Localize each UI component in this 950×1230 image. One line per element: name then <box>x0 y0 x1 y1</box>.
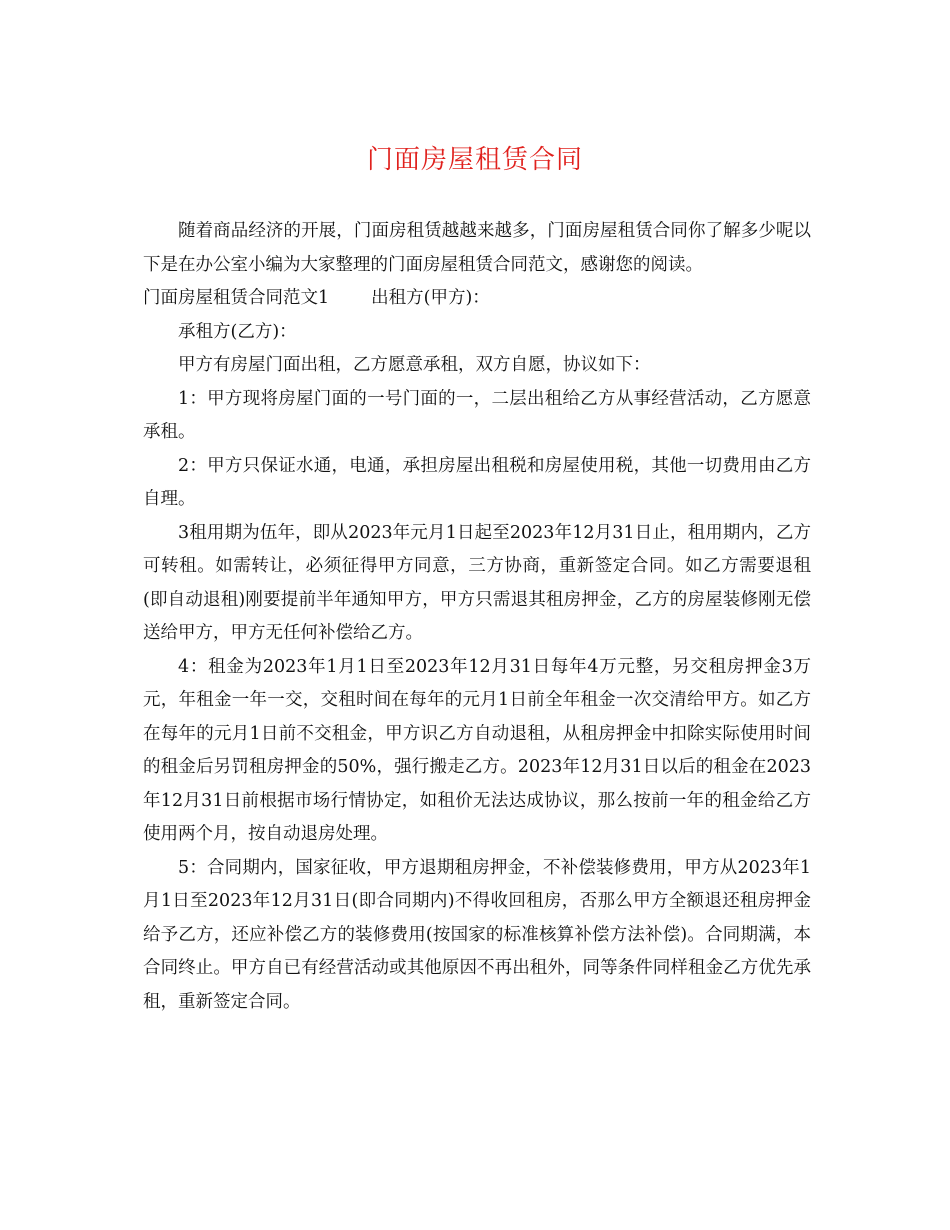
lessor-label: 出租方(甲方)： <box>371 288 490 308</box>
document-title: 门面房屋租赁合同 <box>366 145 583 175</box>
sample-heading-line <box>143 282 811 316</box>
intro-paragraph: 随着商品经济的开展，门面房租赁越越来越多，门面房屋租赁合同你了解多少呢以下是在办公室小编为大家整理的门面房屋租赁合同范文，感谢您的阅读。 <box>143 221 811 275</box>
document-body <box>143 215 811 1019</box>
clause-1: 1：甲方现将房屋门面的一号门面的一，二层出租给乙方从事经营活动，乙方愿意承租。 <box>143 388 811 442</box>
agreement-intro: 甲方有房屋门面出租，乙方愿意承租，双方自愿，协议如下： <box>178 355 651 375</box>
clause-2: 2：甲方只保证水通，电通，承担房屋出租税和房屋使用税，其他一切费用由乙方自理。 <box>143 455 811 509</box>
clause-4: 4：租金为2023年1月1日至2023年12月31日每年4万元整，另交租房押金3万元，年租金一年一交，交租时间在每年的元月1日前全年租金一次交清给甲方。如乙方在每年的元月1日前不交租金，甲方识乙方自动退租，从租房押金中扣除实际使用时间的租金后另罚租房押金的50%，强行搬走乙方。2023年12月31日以后的租金在2023年12月31日前根据市场行情协定，如租价无法达成协议，那么按前一年的租金给乙方使用两个月，按自动退房处理。 <box>143 656 811 844</box>
lessee-label: 承租方(乙方)： <box>178 321 297 342</box>
clause-3: 3租用期为伍年，即从2023年元月1日起至2023年12月31日止，租用期内，乙方可转租。如需转让，必须征得甲方同意，三方协商，重新签定合同。如乙方需要退租(即自动退租)刚要提前半年通知甲方，甲方只需退其租房押金，乙方的房屋装修刚无偿送给甲方，甲方无任何补偿给乙方。 <box>143 522 811 643</box>
sample-heading: 门面房屋租赁合同范文1 <box>143 288 330 308</box>
clause-5: 5：合同期内，国家征收，甲方退期租房押金，不补偿装修费用，甲方从2023年1月1日至2023年12月31日(即合同期内)不得收回租房，否那么甲方全额退还租房押金给予乙方，还应补偿乙方的装修费用(按国家的标准核算补偿方法补偿)。合同期满，本合同终止。甲方自已有经营活动或其他原因不再出租外，同等条件同样租金乙方优先承租，重新签定合同。 <box>143 857 811 1012</box>
